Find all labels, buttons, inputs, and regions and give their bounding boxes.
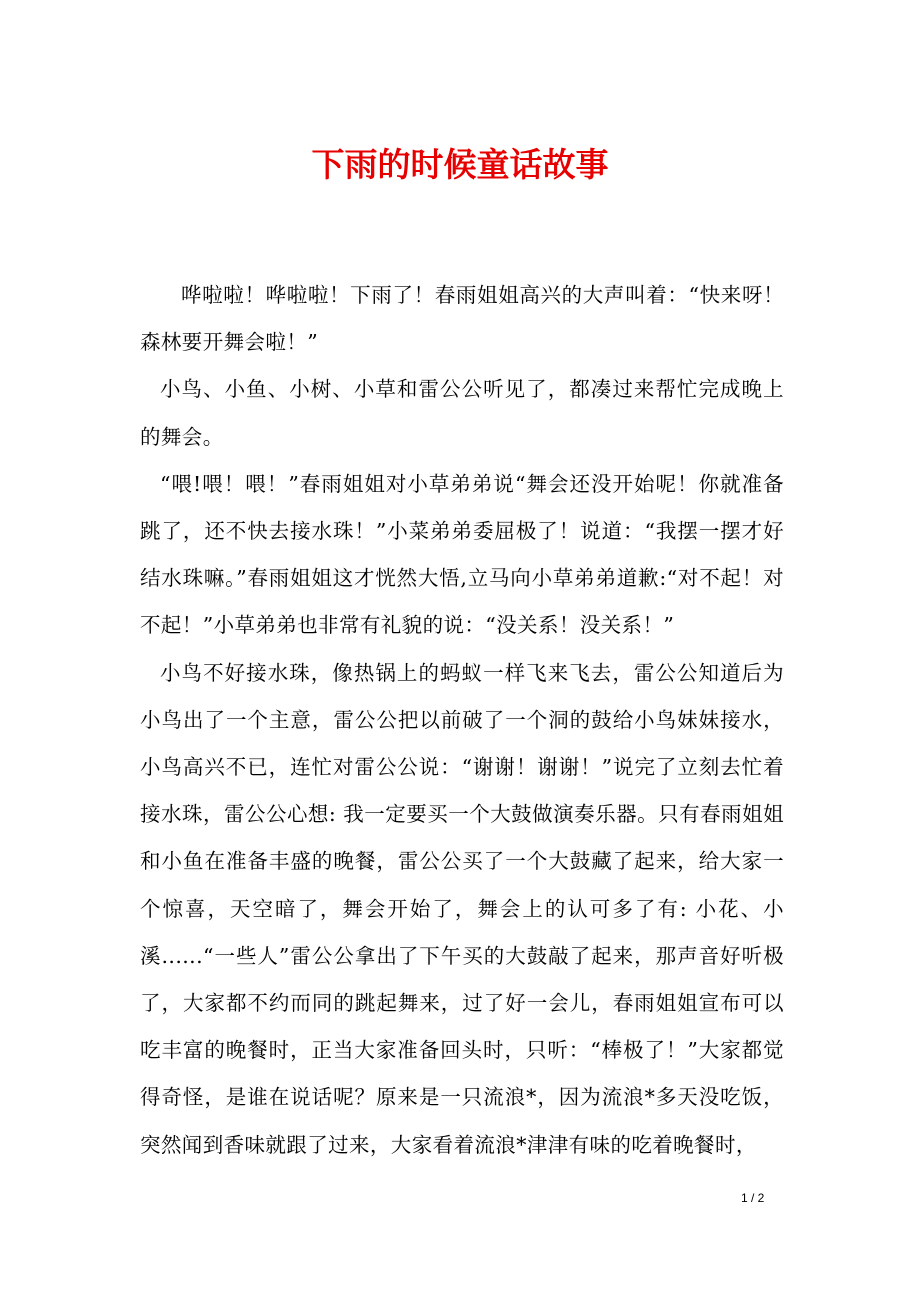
paragraph: 哗啦啦！哗啦啦！下雨了！春雨姐姐高兴的大声叫着：“快来呀！森林要开舞会啦！” [140, 283, 784, 355]
story-body [140, 272, 784, 1169]
paragraph: 小鸟、小鱼、小树、小草和雷公公听见了，都凑过来帮忙完成晚上的舞会。 [140, 377, 784, 449]
paragraph: “喂!喂！喂！”春雨姐姐对小草弟弟说“舞会还没开始呢！你就准备跳了，还不快去接水珠！”小菜弟弟委屈极了！说道：“我摆一摆才好结水珠嘛。”春雨姐姐这才恍然大悟,立马向小草弟弟道歉:“对不起！对不起！”小草弟弟也非常有礼貌的说：“没关系！没关系！” [140, 471, 784, 638]
page-number: 1 / 2 [741, 1191, 765, 1205]
paragraph: 小鸟不好接水珠，像热锅上的蚂蚁一样飞来飞去，雷公公知道后为小鸟出了一个主意，雷公公把以前破了一个洞的鼓给小鸟妹妹接水，小鸟高兴不已，连忙对雷公公说：“谢谢！谢谢！”说完了立刻去忙着接水珠，雷公公心想: 我一定要买一个大鼓做演奏乐器。只有春雨姐姐和小鱼在准备丰盛的晚餐，雷公公买了一个大鼓藏了起来，给大家一个惊喜，天空暗了，舞会开始了，舞会上的认可多了有: 小花、小溪......“一些人”雷公公拿出了下午买的大鼓敲了起来，那声音好听极了，大家都不约而同的跳起舞来，过了好一会儿，春雨姐姐宣布可以吃丰富的晚餐时，正当大家准备回头时，只听：“棒极了！”大家都觉得奇怪，是谁在说话呢？原来是一只流浪*，因为流浪*多天没吃饭，突然闻到香味就跟了过来，大家看着流浪*津津有味的吃着晚餐时， [140, 660, 784, 1157]
page-title: 下雨的时候童话故事 [311, 145, 609, 184]
